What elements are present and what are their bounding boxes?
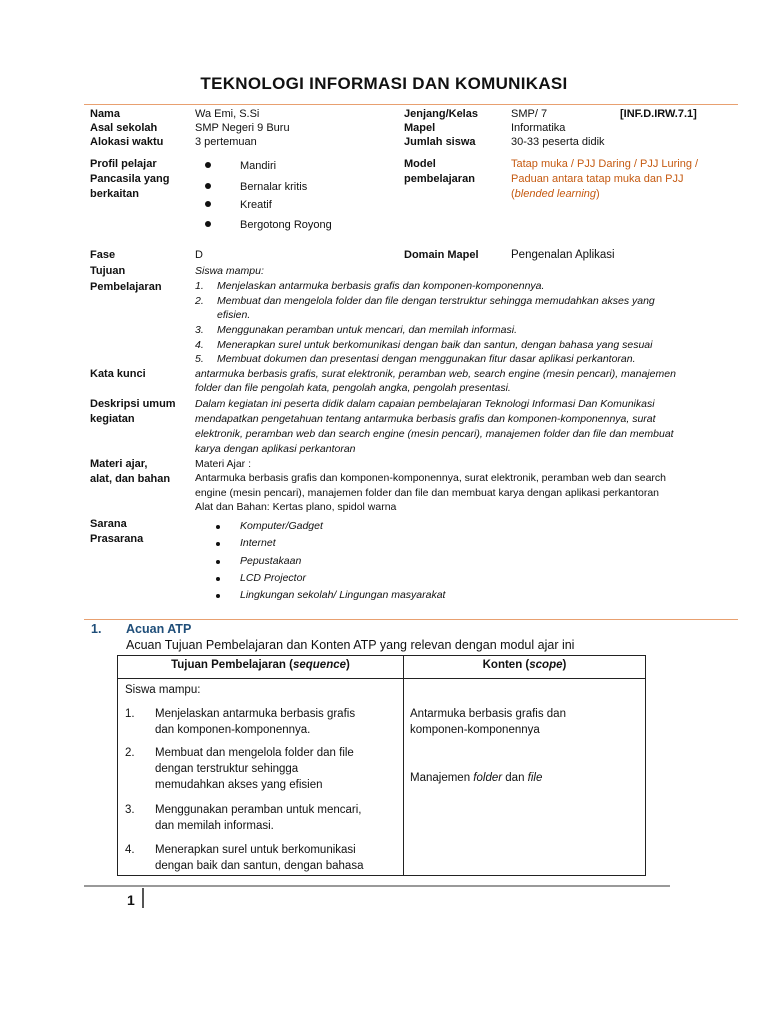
asal-value: SMP Negeri 9 Buru — [195, 122, 290, 134]
bullet-icon — [205, 162, 211, 168]
nama-label: Nama — [90, 108, 120, 120]
atp-column-divider — [403, 656, 404, 875]
header-divider — [84, 104, 738, 105]
tujuan-item: Membuat dokumen dan presentasi dengan menggunakan fitur dasar aplikasi perkantoran. — [217, 353, 636, 365]
tujuan-number: 2. — [195, 295, 204, 307]
profil-label: berkaitan — [90, 188, 139, 200]
tujuan-item-cont: efisien. — [217, 309, 251, 321]
mapel-value: Informatika — [511, 122, 566, 134]
bullet-icon — [205, 201, 211, 207]
jumlah-value: 30-33 peserta didik — [511, 136, 605, 148]
materi-label: alat, dan bahan — [90, 473, 171, 485]
section-divider — [84, 619, 738, 620]
atp-row-text: dengan terstruktur sehingga — [155, 763, 299, 775]
acuan-title: Acuan ATP — [126, 622, 192, 636]
alokasi-label: Alokasi waktu — [90, 136, 164, 148]
profil-item: Bernalar kritis — [240, 181, 308, 193]
sarana-item: Internet — [240, 537, 276, 549]
kata-kunci-value: antarmuka berbasis grafis, surat elektronik, peramban web, search engine (mesin pencari), manajemen — [195, 368, 676, 380]
atp-row-text: dan komponen-komponennya. — [155, 724, 311, 736]
tujuan-label: Tujuan — [90, 265, 126, 277]
tujuan-number: 5. — [195, 353, 204, 365]
atp-row-text: Menggunakan peramban untuk mencari, — [155, 804, 362, 816]
profil-item: Bergotong Royong — [240, 219, 332, 231]
domain-value: Pengenalan Aplikasi — [511, 249, 615, 261]
jumlah-label: Jumlah siswa — [404, 136, 476, 148]
atp-row-number: 1. — [125, 708, 135, 720]
bullet-icon — [216, 577, 220, 581]
atp-row-number: 3. — [125, 804, 135, 816]
profil-label: Pancasila yang — [90, 173, 170, 185]
jenjang-label: Jenjang/Kelas — [404, 108, 478, 120]
deskripsi-line: karya dengan aplikasi perkantoran — [195, 443, 356, 455]
profil-item: Mandiri — [240, 160, 277, 172]
materi-line: Materi Ajar : — [195, 458, 252, 470]
bullet-icon — [205, 221, 211, 227]
atp-konten: Manajemen folder dan file — [410, 772, 543, 784]
tujuan-item: Menggunakan peramban untuk mencari, dan memilah informasi. — [217, 324, 517, 336]
tujuan-number: 4. — [195, 339, 204, 351]
page-number-bar — [142, 888, 144, 908]
document-title: TEKNOLOGI INFORMASI DAN KOMUNIKASI — [200, 74, 568, 93]
asal-label: Asal sekolah — [90, 122, 158, 134]
footer-divider — [84, 885, 670, 887]
atp-row-text: Membuat dan mengelola folder dan file — [155, 747, 354, 759]
model-label: Model — [404, 158, 436, 170]
tujuan-intro: Siswa mampu: — [195, 265, 264, 277]
tujuan-number: 3. — [195, 324, 204, 336]
atp-header-right: Konten (scope) — [482, 659, 567, 671]
tujuan-number: 1. — [195, 280, 204, 292]
deskripsi-line: elektronik, peramban web dan search engine (mesin pencari), manajemen folder dan file dan membuat — [195, 428, 674, 440]
profil-item: Kreatif — [240, 199, 272, 211]
model-value: Tatap muka / PJJ Daring / PJJ Luring / — [511, 158, 699, 170]
materi-line: Antarmuka berbasis grafis dan komponen-komponennya, surat elektronik, peramban web dan search — [195, 472, 667, 484]
atp-row-text: Menjelaskan antarmuka berbasis grafis — [155, 708, 356, 720]
bullet-icon — [216, 525, 220, 529]
acuan-subtitle: Acuan Tujuan Pembelajaran dan Konten ATP yang relevan dengan modul ajar ini — [126, 638, 575, 652]
atp-row-number: 4. — [125, 844, 135, 856]
jenjang-value: SMP/ 7 — [511, 108, 548, 120]
alokasi-value: 3 pertemuan — [195, 136, 257, 148]
deskripsi-line: Dalam kegiatan ini peserta didik dalam capaian pembelajaran Teknologi Informasi Dan Komunikasi — [195, 398, 655, 410]
sarana-item: Lingkungan sekolah/ Lingungan masyarakat — [240, 589, 446, 601]
acuan-number: 1. — [91, 622, 102, 636]
model-value: (blended learning) — [511, 188, 600, 200]
sarana-item: LCD Projector — [240, 572, 306, 584]
atp-header-left: Tujuan Pembelajaran (sequence) — [171, 659, 350, 671]
tujuan-item: Menerapkan surel untuk berkomunikasi dengan baik dan santun, dengan bahasa yang sesuai — [217, 339, 653, 351]
atp-row-number: 2. — [125, 747, 135, 759]
sarana-item: Komputer/Gadget — [240, 520, 323, 532]
nama-value: Wa Emi, S.Si — [195, 108, 260, 120]
fase-label: Fase — [90, 249, 116, 261]
atp-row-text: memudahkan akses yang efisien — [155, 779, 323, 791]
materi-line: Alat dan Bahan: Kertas plano, spidol warna — [195, 501, 397, 513]
deskripsi-label: Deskripsi umum — [90, 398, 176, 410]
bullet-icon — [216, 594, 220, 598]
materi-label: Materi ajar, — [90, 458, 148, 470]
tujuan-item: Membuat dan mengelola folder dan file dengan terstruktur sehingga memudahkan akses yang — [217, 295, 655, 307]
model-value: Paduan antara tatap muka dan PJJ — [511, 173, 684, 185]
page-number: 1 — [127, 892, 135, 908]
tujuan-label: Pembelajaran — [90, 281, 162, 293]
bullet-icon — [205, 183, 211, 189]
deskripsi-line: mendapatkan pengetahuan tentang antarmuka berbasis grafis dan komponen-komponennya, surat — [195, 413, 656, 425]
kode-value: [INF.D.IRW.7.1] — [620, 108, 697, 120]
atp-row-text: dan memilah informasi. — [155, 820, 274, 832]
atp-konten: komponen-komponennya — [410, 724, 540, 736]
atp-row-text: Menerapkan surel untuk berkomunikasi — [155, 844, 356, 856]
sarana-label: Sarana — [90, 518, 127, 530]
sarana-label: Prasarana — [90, 533, 144, 545]
atp-row-text: dengan baik dan santun, dengan bahasa — [155, 860, 364, 872]
domain-label: Domain Mapel — [404, 249, 479, 261]
fase-value: D — [195, 249, 203, 261]
bullet-icon — [216, 560, 220, 564]
mapel-label: Mapel — [404, 122, 436, 134]
profil-label: Profil pelajar — [90, 158, 157, 170]
deskripsi-label: kegiatan — [90, 413, 135, 425]
bullet-icon — [216, 542, 220, 546]
tujuan-item: Menjelaskan antarmuka berbasis grafis dan komponen-komponennya. — [217, 280, 545, 292]
atp-table — [117, 655, 646, 876]
materi-line: engine (mesin pencari), manajemen folder dan file dan membuat karya dengan aplikasi perkantoran — [195, 487, 660, 499]
kata-kunci-value: folder dan file pengolah kata, pengolah angka, pengolah presentasi. — [195, 382, 511, 394]
atp-intro: Siswa mampu: — [125, 684, 201, 696]
model-label: pembelajaran — [404, 173, 475, 185]
sarana-item: Pepustakaan — [240, 555, 302, 567]
atp-konten: Antarmuka berbasis grafis dan — [410, 708, 566, 720]
kata-kunci-label: Kata kunci — [90, 368, 146, 380]
